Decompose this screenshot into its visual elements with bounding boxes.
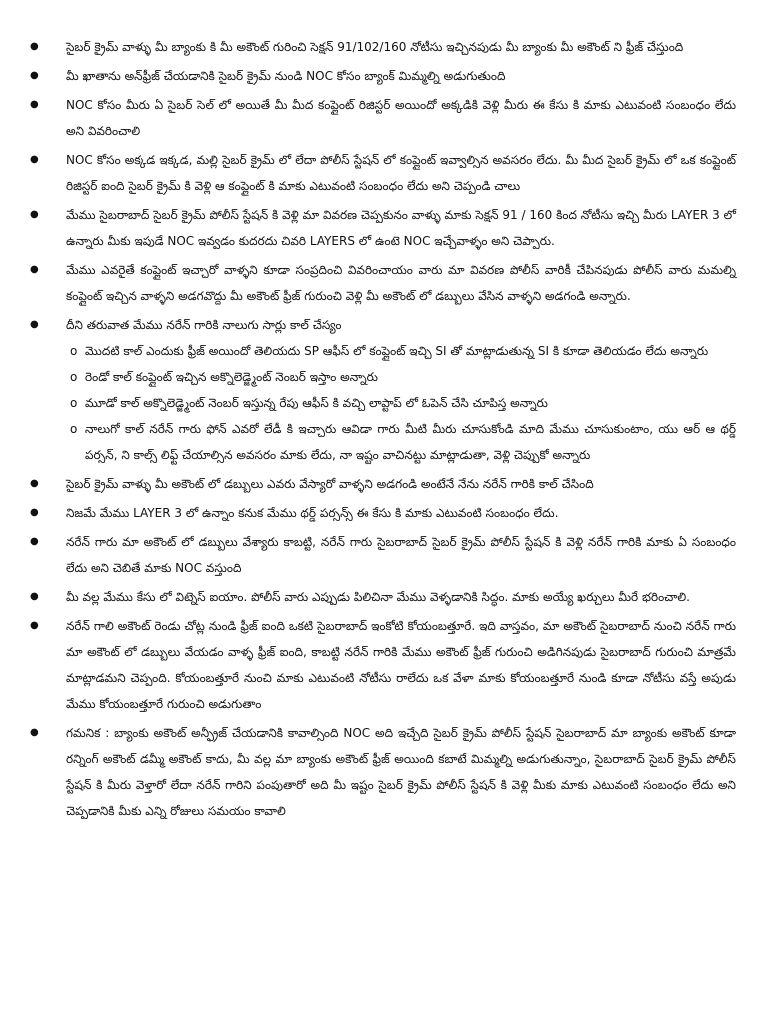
bullet-item	[30, 471, 736, 497]
bullet-item	[30, 34, 736, 60]
sub-bullet-item	[30, 364, 736, 390]
sub-bullet-item	[30, 416, 736, 468]
bullet-item	[30, 92, 736, 144]
bullet-text: నిజమే మేము LAYER 3 లో ఉన్నాం కనుక మేము థర్డ్ పర్సన్స్ ఈ కేసు కి మాకు ఎటువంటి సంబంధం లేదు.	[66, 506, 559, 520]
bullet-text: గమనిక : బ్యాంకు అకౌంట్ అన్ఫ్రీజ్ చేయడానికి కావాల్సింది NOC అది ఇచ్చేది సైబర్ క్రైమ్ పోలీస్ స్టేషన్ సైబరాబాద్ మా బ్యాంకు అకౌంట్ కూడా రన్నింగ్ అకౌంట్ డమ్మీ అకౌంట్ కాదు, మీ వల్ల మా బ్యాంకు అకౌంట్ ఫ్రీజ్ అయింది కబాటే మిమ్మల్ని అడుగుతున్నాం, సైబరాబాద్ సైబర్ క్రైమ్ పోలీస్ స్టేషన్ కి మీరు వెళ్తారో లేదా నరేన్ గారిని పంపుతారో అది మీ ఇష్టం సైబర్ క్రైమ్ పోలీస్ స్టేషన్ కి వెళ్లి మీకు మాకు ఎటువంటి సంబంధం లేదు అని చెప్పడానికి మీకు ఎన్ని రోజులు సమయం కావాలి	[66, 726, 736, 818]
bullet-text: మేము ఎవరైతే కంప్లైంట్ ఇచ్చారో వాళ్ళని కూడా సంప్రదించి వివరించాయం వారు మా వివరణ పోలీస్ వారికీ చేపినపుడు పోలీస్ వారు మమల్ని కంప్లైంట్ ఇచ్చిన వాళ్ళని అడగవొద్దు మీ అకౌంట్ ఫ్రీజ్ గురుంచి వెళ్లి మీ అకౌంట్ లో డబ్బులు వేసిన వాళ్ళని అడగండి అన్నారు.	[66, 263, 736, 303]
sub-bullet-item	[30, 338, 736, 364]
bullet-item	[30, 529, 736, 581]
sub-bullet-text: నాలుగో కాల్ నరేన్ గారు ఫోన్ ఎవరో లేడీ కి ఇచ్చారు ఆవిడా గారు మీటి మీరు చూసుకోండి మాది మేము చూసుకుంటాం, యు ఆర్ ఆ థర్డ్ పర్సన్, ని కాల్స్ లిఫ్ట్ చేయాల్సిన అవసరం మాకు లేదు, నా ఇష్టం వాచినట్టు మాట్లాడుతా, వెళ్లి చెప్పుకో అన్నారు	[85, 422, 736, 462]
bullet-item	[30, 312, 736, 468]
sub-bullet-list	[66, 338, 736, 468]
sub-bullet-text: మూడో కాల్ అక్నొలెడ్జ్మెంట్ నెంబర్ ఇస్తున్న రేపు ఆఫీస్ కి వచ్చి లాప్టాప్ లో ఓపెన్ చేసి చూపిస్త అన్నారు	[85, 396, 548, 410]
bullet-text: సైబర్ క్రైమ్ వాళ్ళు మీ బ్యాంకు కి మీ అకౌంట్ గురించి సెక్షన్ 91/102/160 నోటీసు ఇచ్చినపుడు మీ బ్యాంకు మీ అకౌంట్ ని ఫ్రీజ్ చేస్తుంది	[66, 40, 684, 54]
bullet-item	[30, 613, 736, 717]
sub-bullet-text: మొదటి కాల్ ఎందుకు ఫ్రీజ్ అయిందో తెలియదు SP ఆఫీస్ లో కంప్లైంట్ ఇచ్చి SI తో మాట్లాడుతున్న SI కి కూడా తెలియడం లేదు అన్నారు	[85, 344, 709, 358]
bullet-item	[30, 63, 736, 89]
bullet-text: NOC కోసం అక్కడ ఇక్కడ, మల్లి సైబర్ క్రైమ్ లో లేదా పోలీస్ స్టేషన్ లో కంప్లైంట్ ఇవ్వాల్సిన అవసరం లేదు. మీ మీద సైబర్ క్రైమ్ లో ఒక కంప్లైంట్ రిజిస్టర్ ఐంది సైబర్ క్రైమ్ కి వెళ్లి ఆ కంప్లైంట్ కి మాకు ఎటువంటి సంబంధం లేదు అని చెప్పండి చాలు	[66, 153, 736, 193]
bullet-text: దీని తరువాత మేము నరేన్ గారికి నాలుగు సార్లు కాల్ చేస్యం	[66, 318, 342, 332]
bullet-list	[30, 34, 736, 827]
bullet-item	[30, 584, 736, 610]
sub-bullet-text: రెండో కాల్ కంప్లైంట్ ఇచ్చిన అక్నొలెడ్జ్మెంట్ నెంబర్ ఇస్తాం అన్నారు	[85, 370, 378, 384]
bullet-text: మీ వల్ల మేము కేసు లో విట్నెస్ ఐయాం. పోలీస్ వారు ఎప్పుడు పిలిచినా మేము వెళ్ళడానికి సిద్ధం. మాకు అయ్యే ఖర్చులు మీరే భరించాలి.	[66, 590, 690, 604]
bullet-text: నరేన్ గారు మా అకౌంట్ లో డబ్బులు వేశ్యారు కాబట్టి, నరేన్ గారు సైబరాబాద్ సైబర్ క్రైమ్ పోలీస్ స్టేషన్ కి వెళ్లి నరేన్ గారికి మాకు ఏ సంబంధం లేదు అని చెబితే మాకు NOC వస్తుంది	[66, 535, 736, 575]
bullet-text: మేము సైబరాబాద్ సైబర్ క్రైమ్ పోలీస్ స్టేషన్ కి వెళ్లి మా వివరణ చెప్పకునం వాళ్ళు మాకు సెక్షన్ 91 / 160 కింద నోటీసు ఇచ్చి మీరు LAYER 3 లో ఉన్నారు మీకు ఇపుడే NOC ఇవ్వడం కుదరదు చివరి LAYERS లో ఉంటె NOC ఇచ్చేవాళ్ళం అని చెప్పారు.	[66, 208, 736, 248]
bullet-item	[30, 500, 736, 526]
bullet-item	[30, 202, 736, 254]
bullet-text: మీ ఖాతాను అన్‌ఫ్రీజ్ చేయడానికి సైబర్ క్రైమ్ నుండి NOC కోసం బ్యాంక్ మిమ్మల్ని అడుగుతుంది	[66, 69, 506, 83]
bullet-text: నరేన్ గాలి అకౌంట్ రెండు చోట్ల నుండి ఫ్రీజ్ ఐంది ఒకటి సైబరాబాద్ ఇంకోటి కోయంబత్తూరే. ఇది వాస్తవం, మా అకౌంట్ సైబరాబాద్ నుంచి నరేన్ గారు మా అకౌంట్ లో డబ్బులు వేయడం వాళ్ళ ఫ్రీజ్ ఐంది, కాబట్టి నరేన్ గారికి మేము అకౌంట్ ఫ్రీజ్ గురుంచి అడిగినపుడు సైబరాబాద్ గురుంచి మాత్రమే మాట్లాడమని చెప్పంది. కోయంబత్తూరే నుంచి మాకు ఎటువంటి నోటీసు రాలేదు ఒక వేళా మాకు కోయంబత్తూరే నుండి కూడా నోటీసు వస్తే అపుడు మేము కోయంబత్తూరే గురుంచి అడుగుతాం	[66, 619, 736, 711]
bullet-text: సైబర్ క్రైమ్ వాళ్ళు మీ అకౌంట్ లో డబ్బులు ఎవరు వేస్యారో వాళ్ళని అడగండి అంటేనే నేను నరేన్ గారికి కాల్ చేసింది	[66, 477, 594, 491]
bullet-item	[30, 147, 736, 199]
bullet-text: NOC కోసం మీరు ఏ సైబర్ సెల్ లో అయితే మీ మీద కంప్లైంట్ రిజిస్టర్ అయిందో అక్కడికి వెళ్లి మీరు ఈ కేసు కి మాకు ఎటువంటి సంబంధం లేదు అని వివరించాలి	[66, 98, 736, 138]
sub-bullet-item	[30, 390, 736, 416]
bullet-item	[30, 257, 736, 309]
bullet-item	[30, 720, 736, 824]
